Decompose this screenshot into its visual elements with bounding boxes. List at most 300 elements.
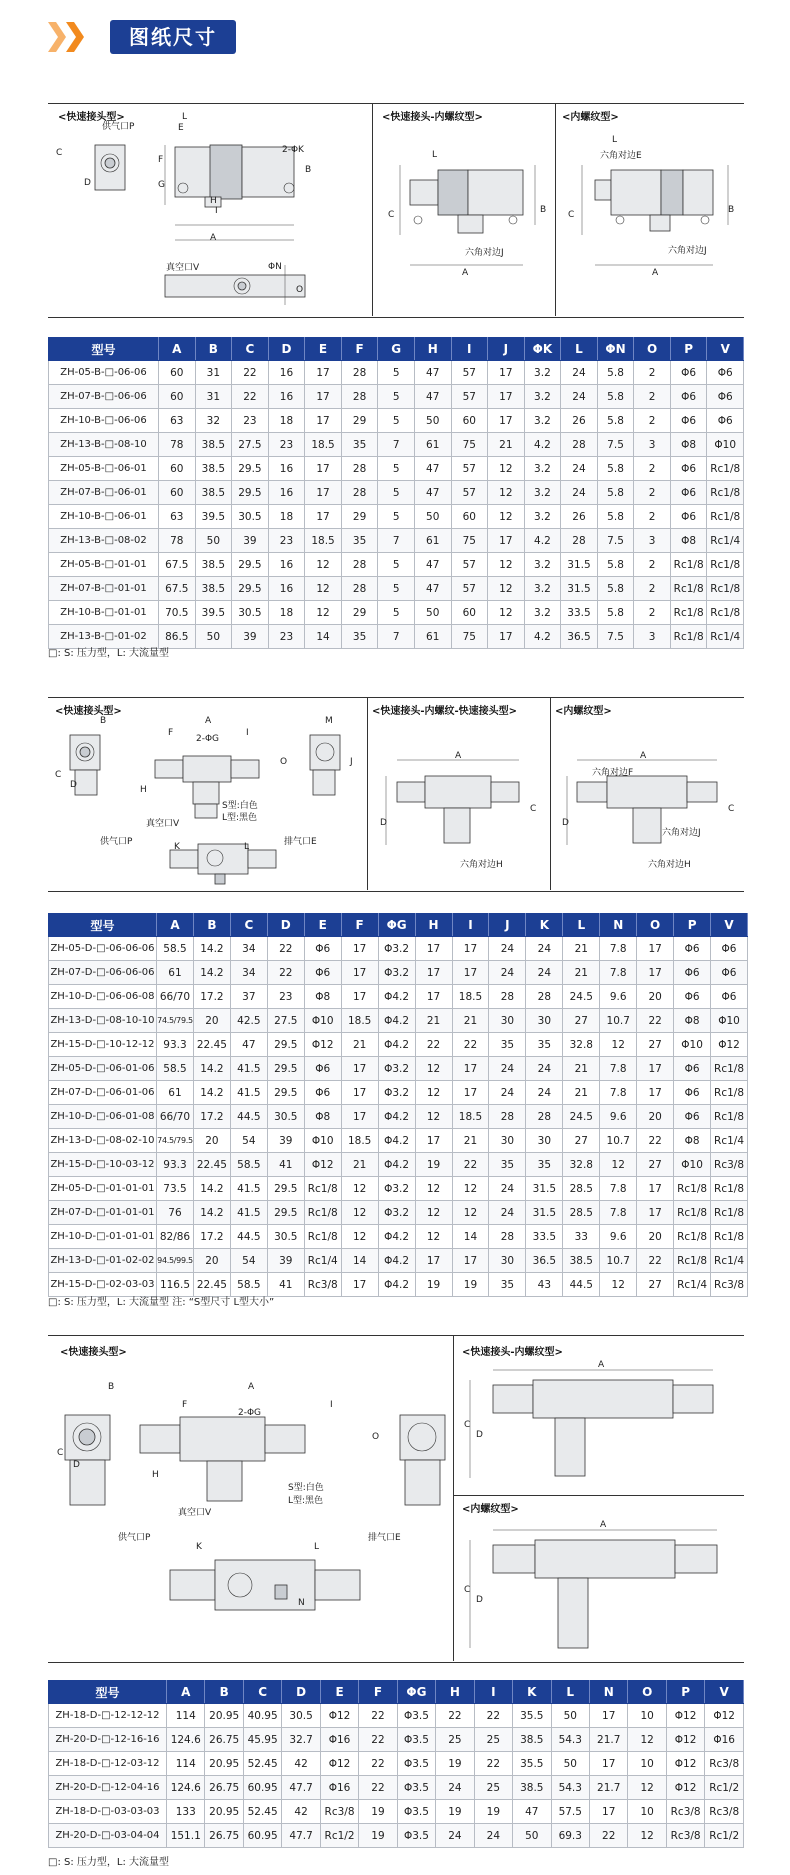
- value-cell: Φ16: [705, 1728, 744, 1752]
- column-header: J: [488, 338, 525, 361]
- value-cell: 22: [436, 1704, 474, 1728]
- value-cell: 60: [451, 505, 488, 529]
- column-header: H: [436, 1681, 474, 1704]
- value-cell: Rc1/8: [711, 1105, 748, 1129]
- value-cell: 52.45: [243, 1752, 281, 1776]
- value-cell: 24: [489, 961, 526, 985]
- value-cell: 24: [489, 1081, 526, 1105]
- value-cell: 35: [489, 1153, 526, 1177]
- value-cell: Rc1/8: [674, 1177, 711, 1201]
- value-cell: Φ6: [711, 937, 748, 961]
- value-cell: 7.8: [600, 1081, 637, 1105]
- value-cell: 57: [451, 385, 488, 409]
- dim-label: M: [325, 716, 333, 726]
- table-row: [49, 1776, 744, 1800]
- dim-label: J: [350, 757, 353, 767]
- value-cell: 27.5: [267, 1009, 304, 1033]
- column-header: 型号: [49, 1681, 167, 1704]
- panel-title: <快速接头型>: [58, 112, 125, 123]
- value-cell: 18.5: [341, 1129, 378, 1153]
- spec-table-b-series: [48, 337, 744, 649]
- value-cell: 42.5: [230, 1009, 267, 1033]
- value-cell: Φ12: [320, 1704, 358, 1728]
- model-cell: ZH-13-D-□-01-02-02: [49, 1249, 157, 1273]
- value-cell: 41: [267, 1153, 304, 1177]
- value-cell: 41.5: [230, 1201, 267, 1225]
- value-cell: Φ6: [670, 481, 707, 505]
- value-cell: Φ3.5: [397, 1704, 435, 1728]
- value-cell: 30.5: [232, 505, 269, 529]
- column-header: L: [551, 1681, 589, 1704]
- value-cell: 3.2: [524, 505, 561, 529]
- value-cell: 21: [563, 961, 600, 985]
- value-cell: 67.5: [159, 577, 196, 601]
- value-cell: 60: [159, 361, 196, 385]
- column-header: B: [195, 338, 232, 361]
- table-row: [49, 1129, 748, 1153]
- value-cell: 24: [436, 1824, 474, 1848]
- value-cell: 67.5: [159, 553, 196, 577]
- value-cell: Φ10: [674, 1033, 711, 1057]
- column-header: F: [341, 338, 378, 361]
- dim-label: L型:黑色: [222, 813, 258, 823]
- value-cell: 20.95: [205, 1752, 243, 1776]
- value-cell: 29.5: [267, 1081, 304, 1105]
- value-cell: Φ16: [320, 1776, 358, 1800]
- column-header: B: [205, 1681, 243, 1704]
- value-cell: Φ12: [705, 1704, 744, 1728]
- value-cell: Rc1/8: [674, 1201, 711, 1225]
- value-cell: 28: [341, 457, 378, 481]
- value-cell: 30.5: [282, 1704, 320, 1728]
- chevron-right-icon: [48, 22, 66, 52]
- value-cell: Rc1/8: [670, 553, 707, 577]
- value-cell: 44.5: [230, 1105, 267, 1129]
- value-cell: 17: [415, 961, 452, 985]
- model-cell: ZH-18-D-□-12-03-12: [49, 1752, 167, 1776]
- dim-label: A: [455, 751, 462, 761]
- value-cell: 28: [341, 481, 378, 505]
- value-cell: Φ12: [304, 1033, 341, 1057]
- value-cell: 24: [489, 1057, 526, 1081]
- column-header: I: [451, 338, 488, 361]
- value-cell: 124.6: [167, 1776, 205, 1800]
- value-cell: Rc1/8: [707, 481, 744, 505]
- value-cell: Φ6: [674, 1057, 711, 1081]
- value-cell: 21: [341, 1153, 378, 1177]
- dim-label: D: [84, 178, 91, 188]
- value-cell: 5: [378, 409, 415, 433]
- dim-label: C: [464, 1585, 471, 1595]
- column-header: A: [159, 338, 196, 361]
- model-cell: ZH-20-D-□-12-16-16: [49, 1728, 167, 1752]
- value-cell: 14.2: [193, 937, 230, 961]
- value-cell: 10: [628, 1800, 666, 1824]
- dim-label: C: [568, 210, 575, 220]
- dim-label: A: [205, 716, 212, 726]
- value-cell: 27: [637, 1033, 674, 1057]
- value-cell: 47: [414, 553, 451, 577]
- value-cell: Rc1/8: [711, 1081, 748, 1105]
- value-cell: Rc3/8: [666, 1824, 704, 1848]
- divider: [555, 103, 556, 316]
- dim-label: C: [530, 804, 537, 814]
- value-cell: 17: [488, 385, 525, 409]
- value-cell: 19: [415, 1273, 452, 1297]
- value-cell: 28: [341, 553, 378, 577]
- table-row: [49, 529, 744, 553]
- value-cell: 12: [341, 1225, 378, 1249]
- value-cell: 3: [634, 433, 671, 457]
- dim-label: 排气口E: [368, 1533, 401, 1543]
- value-cell: Rc1/4: [711, 1249, 748, 1273]
- value-cell: 29: [341, 409, 378, 433]
- value-cell: 31.5: [561, 553, 598, 577]
- dim-label: D: [562, 818, 569, 828]
- value-cell: 28: [561, 529, 598, 553]
- dim-label: D: [380, 818, 387, 828]
- value-cell: 21.7: [589, 1728, 627, 1752]
- model-cell: ZH-10-B-□-06-01: [49, 505, 159, 529]
- value-cell: 5: [378, 457, 415, 481]
- dim-label: 供气口P: [118, 1533, 151, 1543]
- model-cell: ZH-15-D-□-10-03-12: [49, 1153, 157, 1177]
- value-cell: 66/70: [157, 1105, 194, 1129]
- column-header: V: [705, 1681, 744, 1704]
- dim-label: D: [476, 1430, 483, 1440]
- value-cell: 61: [157, 961, 194, 985]
- value-cell: 70.5: [159, 601, 196, 625]
- value-cell: 35.5: [513, 1704, 551, 1728]
- value-cell: 20: [637, 1105, 674, 1129]
- value-cell: 2: [634, 385, 671, 409]
- value-cell: 47.7: [282, 1776, 320, 1800]
- value-cell: 43: [526, 1273, 563, 1297]
- panel-title: <内螺纹型>: [562, 112, 619, 123]
- value-cell: 24: [526, 1057, 563, 1081]
- value-cell: 27: [637, 1273, 674, 1297]
- value-cell: 116.5: [157, 1273, 194, 1297]
- value-cell: 86.5: [159, 625, 196, 649]
- value-cell: 17: [452, 1081, 489, 1105]
- value-cell: 23: [268, 625, 305, 649]
- column-header: V: [711, 914, 748, 937]
- ejector-drawing-quick-connector: [55, 115, 370, 315]
- value-cell: 24: [526, 961, 563, 985]
- value-cell: 24: [561, 361, 598, 385]
- table-row: [49, 1153, 748, 1177]
- value-cell: 5: [378, 577, 415, 601]
- value-cell: 38.5: [195, 553, 232, 577]
- dim-label: A: [600, 1520, 607, 1530]
- value-cell: 35: [489, 1033, 526, 1057]
- column-header: O: [637, 914, 674, 937]
- value-cell: 19: [415, 1153, 452, 1177]
- value-cell: 12: [452, 1177, 489, 1201]
- table-row: [49, 505, 744, 529]
- value-cell: 30: [489, 1249, 526, 1273]
- value-cell: 63: [159, 505, 196, 529]
- table-row: [49, 1177, 748, 1201]
- panel-title: <快速接头型>: [60, 1347, 127, 1358]
- value-cell: 44.5: [563, 1273, 600, 1297]
- value-cell: 54.3: [551, 1776, 589, 1800]
- value-cell: 39: [267, 1249, 304, 1273]
- value-cell: 17: [589, 1800, 627, 1824]
- dim-label: L: [612, 135, 618, 145]
- value-cell: 12: [415, 1057, 452, 1081]
- value-cell: 21: [341, 1033, 378, 1057]
- dim-label: 六角对边J: [662, 828, 701, 838]
- value-cell: 22: [267, 961, 304, 985]
- value-cell: 17: [452, 937, 489, 961]
- value-cell: 32: [195, 409, 232, 433]
- value-cell: 26: [561, 505, 598, 529]
- value-cell: 22: [589, 1824, 627, 1848]
- page-title: 图纸尺寸: [110, 20, 236, 54]
- value-cell: 57: [451, 577, 488, 601]
- table-row: [49, 577, 744, 601]
- value-cell: 12: [488, 553, 525, 577]
- value-cell: Rc3/8: [711, 1153, 748, 1177]
- value-cell: 29.5: [267, 1057, 304, 1081]
- value-cell: 7.8: [600, 961, 637, 985]
- value-cell: Rc1/8: [304, 1177, 341, 1201]
- value-cell: 21: [563, 937, 600, 961]
- column-header: E: [320, 1681, 358, 1704]
- value-cell: 5.8: [597, 385, 634, 409]
- value-cell: 75: [451, 529, 488, 553]
- value-cell: 17: [488, 529, 525, 553]
- value-cell: 22: [232, 385, 269, 409]
- value-cell: 124.6: [167, 1728, 205, 1752]
- dim-label: D: [476, 1595, 483, 1605]
- value-cell: 14: [305, 625, 342, 649]
- dim-label: B: [540, 205, 547, 215]
- value-cell: 2: [634, 457, 671, 481]
- value-cell: Rc1/4: [304, 1249, 341, 1273]
- value-cell: 24.5: [563, 1105, 600, 1129]
- panel-title: <内螺纹型>: [555, 706, 612, 717]
- value-cell: 30.5: [232, 601, 269, 625]
- value-cell: 12: [488, 505, 525, 529]
- value-cell: Φ8: [304, 985, 341, 1009]
- value-cell: 12: [415, 1177, 452, 1201]
- ejector-drawing-large-thread: [458, 1515, 743, 1657]
- value-cell: 5.8: [597, 457, 634, 481]
- value-cell: Φ6: [304, 1081, 341, 1105]
- column-header: P: [670, 338, 707, 361]
- value-cell: 27: [563, 1129, 600, 1153]
- value-cell: 7.5: [597, 625, 634, 649]
- value-cell: 41.5: [230, 1177, 267, 1201]
- panel-title: <快速接头型>: [55, 706, 122, 717]
- column-header: L: [561, 338, 598, 361]
- value-cell: Φ4.2: [378, 1129, 415, 1153]
- value-cell: 45.95: [243, 1728, 281, 1752]
- value-cell: 5: [378, 481, 415, 505]
- panel-title: <快速接头-内螺纹型>: [462, 1347, 563, 1358]
- value-cell: 22: [232, 361, 269, 385]
- value-cell: 20: [637, 1225, 674, 1249]
- ejector-drawing-large-quick-thread: [458, 1360, 743, 1493]
- value-cell: 35: [341, 529, 378, 553]
- column-header: P: [674, 914, 711, 937]
- value-cell: Φ6: [670, 361, 707, 385]
- model-cell: ZH-13-B-□-08-10: [49, 433, 159, 457]
- value-cell: Φ3.5: [397, 1800, 435, 1824]
- column-header: A: [167, 1681, 205, 1704]
- dim-label: C: [57, 1448, 64, 1458]
- value-cell: Φ12: [666, 1776, 704, 1800]
- value-cell: 24: [489, 1201, 526, 1225]
- value-cell: 3.2: [524, 385, 561, 409]
- value-cell: Φ4.2: [378, 1249, 415, 1273]
- value-cell: 2: [634, 577, 671, 601]
- model-cell: ZH-13-D-□-08-02-10: [49, 1129, 157, 1153]
- value-cell: Rc1/2: [705, 1776, 744, 1800]
- value-cell: 54: [230, 1249, 267, 1273]
- dim-label: B: [305, 165, 312, 175]
- column-header: D: [267, 914, 304, 937]
- value-cell: 7.5: [597, 529, 634, 553]
- model-cell: ZH-07-D-□-06-01-06: [49, 1081, 157, 1105]
- value-cell: 20: [193, 1249, 230, 1273]
- dim-label: A: [652, 268, 659, 278]
- value-cell: Φ4.2: [378, 985, 415, 1009]
- divider: [453, 1495, 744, 1496]
- value-cell: 17: [637, 1057, 674, 1081]
- value-cell: 22: [474, 1752, 512, 1776]
- value-cell: 22: [637, 1249, 674, 1273]
- model-cell: ZH-07-B-□-01-01: [49, 577, 159, 601]
- value-cell: 50: [195, 529, 232, 553]
- value-cell: 58.5: [230, 1153, 267, 1177]
- dim-label: A: [210, 233, 217, 243]
- value-cell: 21: [452, 1129, 489, 1153]
- value-cell: 22.45: [193, 1153, 230, 1177]
- value-cell: 2: [634, 553, 671, 577]
- value-cell: Rc1/8: [304, 1201, 341, 1225]
- value-cell: Φ6: [707, 361, 744, 385]
- value-cell: 12: [488, 481, 525, 505]
- value-cell: 12: [305, 601, 342, 625]
- value-cell: 57: [451, 457, 488, 481]
- value-cell: Φ10: [707, 433, 744, 457]
- value-cell: Φ8: [670, 529, 707, 553]
- column-header: O: [634, 338, 671, 361]
- dim-label: 六角对边H: [648, 860, 691, 870]
- column-header: N: [600, 914, 637, 937]
- dim-label: ΦN: [268, 262, 282, 272]
- dim-label: L: [244, 842, 250, 852]
- column-header: 型号: [49, 338, 159, 361]
- dim-label: C: [388, 210, 395, 220]
- column-header: C: [232, 338, 269, 361]
- divider: [367, 697, 368, 890]
- dim-label: F: [158, 155, 164, 165]
- dim-label: S型:白色: [222, 801, 258, 811]
- value-cell: Φ12: [666, 1704, 704, 1728]
- value-cell: 12: [341, 1177, 378, 1201]
- value-cell: 28: [341, 361, 378, 385]
- value-cell: 2: [634, 409, 671, 433]
- value-cell: 17.2: [193, 985, 230, 1009]
- dim-label: D: [73, 1460, 80, 1470]
- value-cell: 31: [195, 361, 232, 385]
- value-cell: 33.5: [526, 1225, 563, 1249]
- value-cell: Φ6: [711, 985, 748, 1009]
- value-cell: Φ3.2: [378, 1057, 415, 1081]
- table-row: [49, 937, 748, 961]
- value-cell: 28: [489, 1225, 526, 1249]
- value-cell: Φ6: [674, 1105, 711, 1129]
- column-header: F: [359, 1681, 397, 1704]
- value-cell: 133: [167, 1800, 205, 1824]
- value-cell: 26.75: [205, 1824, 243, 1848]
- value-cell: Φ6: [674, 1081, 711, 1105]
- value-cell: 21.7: [589, 1776, 627, 1800]
- value-cell: 38.5: [195, 433, 232, 457]
- value-cell: 23: [232, 409, 269, 433]
- model-cell: ZH-20-D-□-12-04-16: [49, 1776, 167, 1800]
- value-cell: 26.75: [205, 1776, 243, 1800]
- value-cell: 47.7: [282, 1824, 320, 1848]
- value-cell: 33: [563, 1225, 600, 1249]
- value-cell: Rc1/4: [674, 1273, 711, 1297]
- value-cell: 24: [436, 1776, 474, 1800]
- value-cell: 60: [451, 601, 488, 625]
- value-cell: Φ10: [304, 1129, 341, 1153]
- model-cell: ZH-07-B-□-06-06: [49, 385, 159, 409]
- value-cell: 35.5: [513, 1752, 551, 1776]
- table-row: [49, 433, 744, 457]
- value-cell: Φ3.2: [378, 1201, 415, 1225]
- dim-label: D: [70, 780, 77, 790]
- value-cell: 30: [526, 1129, 563, 1153]
- value-cell: 19: [452, 1273, 489, 1297]
- dim-label: L型:黑色: [288, 1496, 324, 1506]
- value-cell: 35: [526, 1153, 563, 1177]
- value-cell: 41.5: [230, 1057, 267, 1081]
- value-cell: 29.5: [232, 553, 269, 577]
- table-header-row: [49, 338, 744, 361]
- value-cell: 54.3: [551, 1728, 589, 1752]
- value-cell: 50: [414, 409, 451, 433]
- value-cell: 60: [159, 385, 196, 409]
- value-cell: 4.2: [524, 625, 561, 649]
- value-cell: 20.95: [205, 1800, 243, 1824]
- value-cell: 37: [230, 985, 267, 1009]
- value-cell: Φ4.2: [378, 1009, 415, 1033]
- value-cell: 23: [268, 529, 305, 553]
- value-cell: 12: [452, 1201, 489, 1225]
- column-header: C: [243, 1681, 281, 1704]
- dim-label: L: [432, 150, 438, 160]
- value-cell: 18: [268, 505, 305, 529]
- value-cell: 38.5: [195, 481, 232, 505]
- value-cell: Φ3.2: [378, 1081, 415, 1105]
- value-cell: 5: [378, 553, 415, 577]
- value-cell: 41: [267, 1273, 304, 1297]
- value-cell: 18: [268, 601, 305, 625]
- dim-label: K: [174, 842, 180, 852]
- value-cell: 12: [488, 601, 525, 625]
- value-cell: 17: [589, 1752, 627, 1776]
- value-cell: 20: [193, 1009, 230, 1033]
- value-cell: Φ4.2: [378, 1105, 415, 1129]
- chevron-right-icon: [66, 22, 84, 52]
